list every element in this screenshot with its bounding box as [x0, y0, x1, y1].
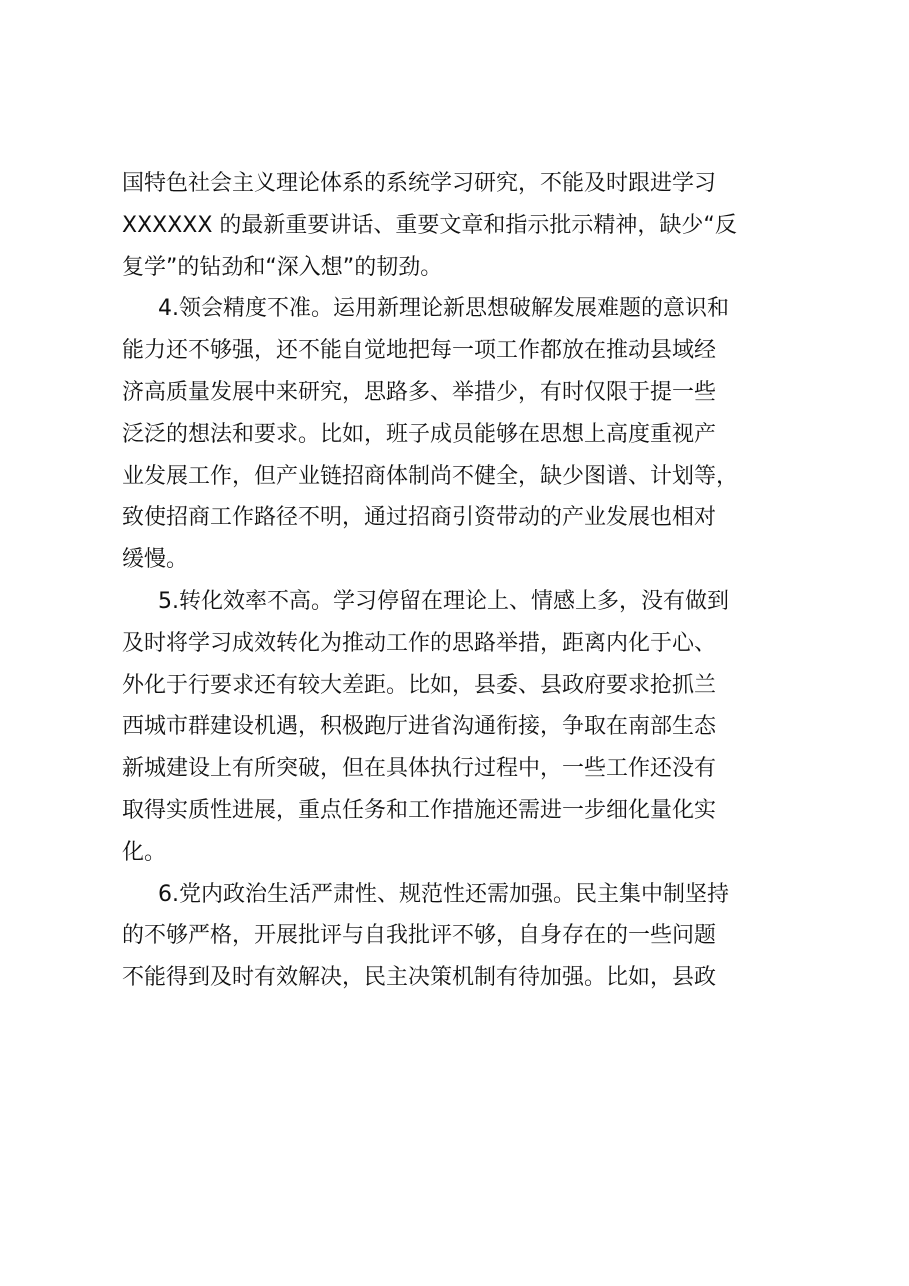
paragraph-heading-5: 5.转化效率不高。学习停留在理论上、情感上多，没有做到 [158, 588, 729, 614]
text-line: 业发展工作，但产业链招商体制尚不健全，缺少图谱、计划等， [122, 463, 739, 489]
paragraph-heading-6: 6.党内政治生活严肃性、规范性还需加强。民主集中制坚持 [158, 881, 729, 907]
text-line: 能力还不够强，还不能自觉地把每一项工作都放在推动县域经 [122, 338, 717, 364]
text-line: 外化于行要求还有较大差距。比如，县委、县政府要求抢抓兰 [122, 672, 717, 698]
text-line: 国特色社会主义理论体系的系统学习研究，不能及时跟进学习 [122, 171, 717, 196]
text-line: 新城建设上有所突破，但在具体执行过程中，一些工作还没有 [122, 756, 717, 782]
text-line: 不能得到及时有效解决，民主决策机制有待加强。比如，县政 [122, 965, 717, 991]
paragraph-heading-4: 4.领会精度不准。运用新理论新思想破解发展难题的意识和 [158, 296, 729, 322]
text-line: 致使招商工作路径不明，通过招商引资带动的产业发展也相对 [122, 505, 717, 531]
document-body [122, 163, 802, 999]
text-line: 及时将学习成效转化为推动工作的思路举措，距离内化于心、 [122, 630, 717, 656]
text-line: 泛泛的想法和要求。比如，班子成员能够在思想上高度重视产 [122, 421, 717, 447]
text-line: 的不够严格，开展批评与自我批评不够，自身存在的一些问题 [122, 923, 717, 949]
text-line: 取得实质性进展，重点任务和工作措施还需进一步细化量化实 [122, 797, 717, 823]
text-line: XXXXXX 的最新重要讲话、重要文章和指示批示精神，缺少“反 [122, 212, 737, 238]
text-line: 济高质量发展中来研究，思路多、举措少，有时仅限于提一些 [122, 379, 717, 405]
text-line: 西城市群建设机遇，积极跑厅进省沟通衔接，争取在南部生态 [122, 714, 717, 740]
text-line: 化。 [122, 839, 167, 865]
text-line: 缓慢。 [122, 547, 189, 573]
text-line: 复学”的钻劲和“深入想”的韧劲。 [122, 254, 443, 280]
